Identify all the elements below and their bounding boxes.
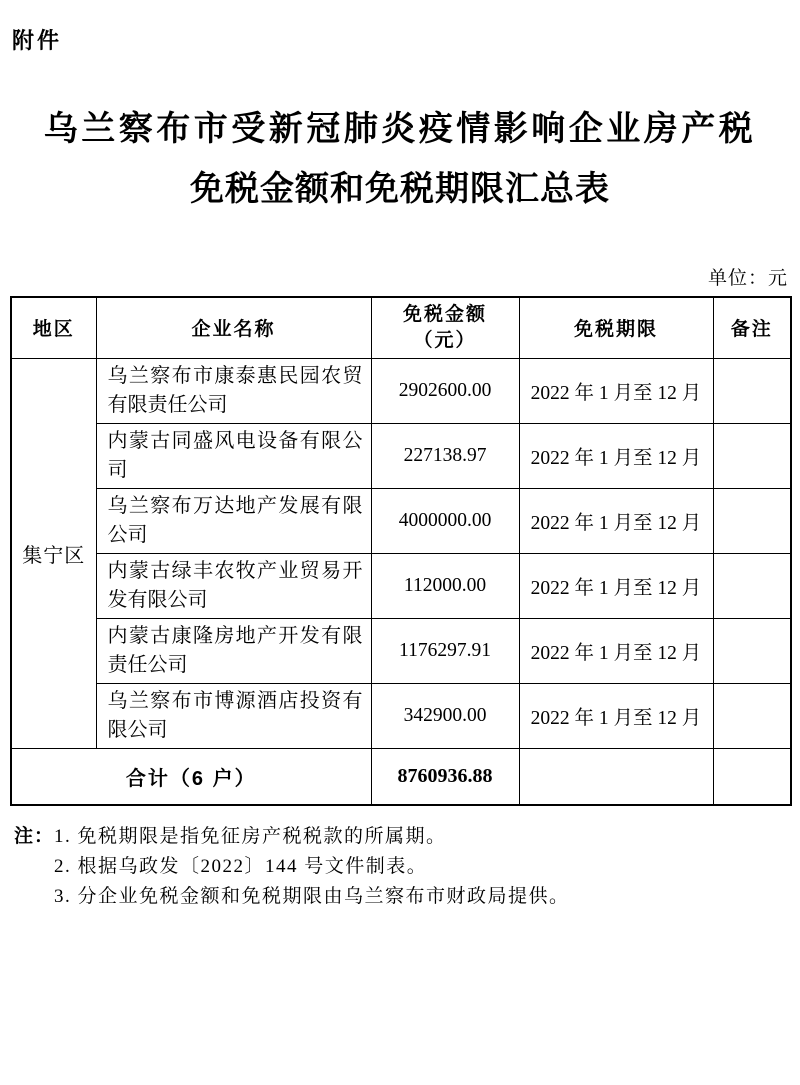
period-cell: 2022 年 1 月至 12 月 bbox=[519, 683, 713, 748]
tax-exemption-summary-table bbox=[10, 296, 792, 806]
total-period-cell bbox=[519, 748, 713, 805]
total-row bbox=[11, 748, 791, 805]
region-cell: 集宁区 bbox=[11, 358, 96, 748]
total-label-cell: 合计（6 户） bbox=[11, 748, 371, 805]
table-row bbox=[11, 683, 791, 748]
column-header-remark: 备注 bbox=[713, 297, 791, 358]
period-cell: 2022 年 1 月至 12 月 bbox=[519, 553, 713, 618]
company-cell: 乌兰察布市康泰惠民园农贸有限责任公司 bbox=[96, 358, 371, 423]
document-title bbox=[0, 100, 800, 220]
footnotes-label: 注： bbox=[14, 826, 55, 847]
table-row bbox=[11, 423, 791, 488]
period-cell: 2022 年 1 月至 12 月 bbox=[519, 488, 713, 553]
total-amount-cell: 8760936.88 bbox=[371, 748, 519, 805]
company-cell: 内蒙古绿丰农牧产业贸易开发有限公司 bbox=[96, 553, 371, 618]
remark-cell bbox=[713, 488, 791, 553]
amount-cell: 112000.00 bbox=[371, 553, 519, 618]
company-cell: 内蒙古同盛风电设备有限公司 bbox=[96, 423, 371, 488]
period-cell: 2022 年 1 月至 12 月 bbox=[519, 618, 713, 683]
footnotes-list bbox=[54, 822, 570, 912]
remark-cell bbox=[713, 358, 791, 423]
remark-cell bbox=[713, 423, 791, 488]
document-title-line1: 乌兰察布市受新冠肺炎疫情影响企业房产税 bbox=[43, 111, 757, 148]
remark-cell bbox=[713, 553, 791, 618]
document-title-line2: 免税金额和免税期限汇总表 bbox=[190, 171, 610, 208]
unit-note: 单位：元 bbox=[707, 268, 788, 289]
column-header-amount-line1: 免税金额 bbox=[402, 303, 487, 325]
table-row bbox=[11, 358, 791, 423]
total-remark-cell bbox=[713, 748, 791, 805]
footnotes bbox=[14, 822, 570, 912]
amount-cell: 2902600.00 bbox=[371, 358, 519, 423]
table-row bbox=[11, 553, 791, 618]
company-cell: 乌兰察布市博源酒店投资有限公司 bbox=[96, 683, 371, 748]
remark-cell bbox=[713, 683, 791, 748]
amount-cell: 1176297.91 bbox=[371, 618, 519, 683]
period-cell: 2022 年 1 月至 12 月 bbox=[519, 358, 713, 423]
column-header-period: 免税期限 bbox=[519, 297, 713, 358]
column-header-region: 地区 bbox=[11, 297, 96, 358]
company-cell: 乌兰察布万达地产发展有限公司 bbox=[96, 488, 371, 553]
column-header-amount-line2: （元） bbox=[413, 329, 477, 351]
amount-cell: 342900.00 bbox=[371, 683, 519, 748]
footnote-item: 3. 分企业免税金额和免税期限由乌兰察布市财政局提供。 bbox=[54, 886, 570, 907]
company-cell: 内蒙古康隆房地产开发有限责任公司 bbox=[96, 618, 371, 683]
attachment-label: 附件 bbox=[12, 28, 63, 53]
column-header-amount bbox=[371, 297, 519, 358]
footnote-item: 2. 根据乌政发〔2022〕144 号文件制表。 bbox=[54, 856, 428, 877]
column-header-company: 企业名称 bbox=[96, 297, 371, 358]
remark-cell bbox=[713, 618, 791, 683]
footnote-item: 1. 免税期限是指免征房产税税款的所属期。 bbox=[54, 826, 447, 847]
amount-cell: 227138.97 bbox=[371, 423, 519, 488]
amount-cell: 4000000.00 bbox=[371, 488, 519, 553]
table-row bbox=[11, 618, 791, 683]
period-cell: 2022 年 1 月至 12 月 bbox=[519, 423, 713, 488]
table-header-row bbox=[11, 297, 791, 358]
table-row bbox=[11, 488, 791, 553]
